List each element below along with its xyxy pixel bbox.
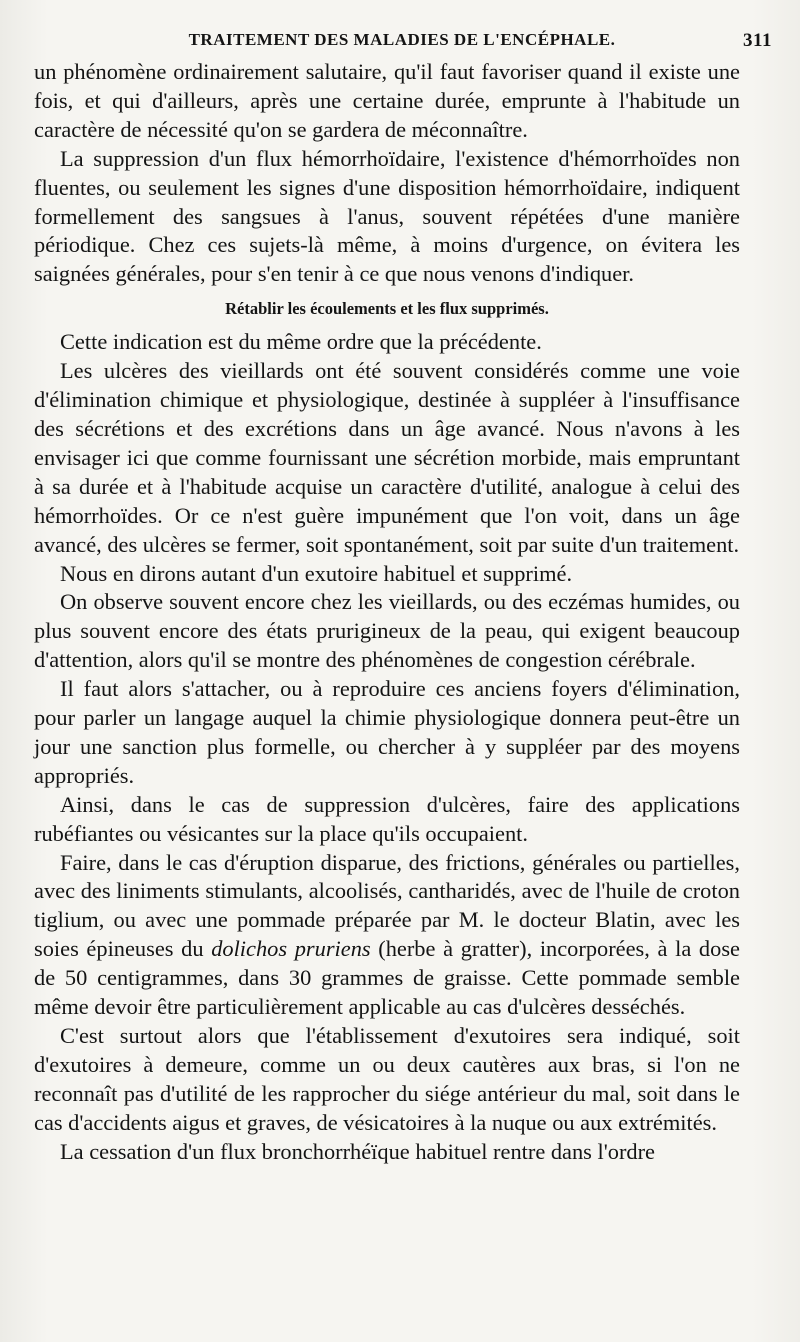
page-number: 311: [743, 30, 772, 51]
frictions-text-b: (herbe à gratter), incorporées, à la dose de 50 centigrammes, dans 30 grammes de graisse. Cette pommade semble même devoir être particulièrement applicable au cas d'ulcères desséchés.: [34, 936, 740, 1020]
paragraph-applications: Ainsi, dans le cas de suppression d'ulcères, faire des applications rubéfiantes ou vésicantes sur la place qu'ils occupaient.: [34, 791, 740, 846]
species-name: dolichos pruriens: [211, 936, 371, 962]
paragraph-exutoire: Nous en dirons autant d'un exutoire habituel et supprimé.: [60, 560, 573, 586]
paragraph-ulcers: Les ulcères des vieillards ont été souvent considérés comme une voie d'élimination chimique et physiologique, destinée à suppléer à l'insuffisance des sécrétions et des excrétions dans un âge avancé. Nous n'avons à les envisager ici que comme fournissant une sécrétion morbide, mais empruntant à sa durée et à l'habitude acquise un caractère d'utilité, analogue à celui des hémorrhoïdes. Or ce n'est guère impunément que l'on voit, dans un âge avancé, des ulcères se fermer, soit spontanément, soit par suite d'un traitement.: [34, 358, 740, 557]
paragraph-elimination: Il faut alors s'attacher, ou à reproduire ces anciens foyers d'élimination, pour parler un langage auquel la chimie physiologique donnera peut-être un jour une sanction plus formelle, ou chercher à y suppléer par des moyens appropriés.: [34, 676, 740, 788]
frictions-text-a: Faire, dans le cas d'éruption disparue, des frictions, générales ou partielles, avec des liniments stimulants, alcoolisés, cantharidés, avec de l'huile de croton tiglium, ou avec une pommade préparée par M. le docteur Blatin, avec les soies épineuses du: [34, 849, 740, 962]
paragraph-exutoires: C'est surtout alors que l'établissement d'exutoires sera indiqué, soit d'exutoires à demeure, comme un ou deux cautères aux bras, si l'on ne reconnaît pas d'utilité de les rapprocher du siége antérieur du mal, soit dans le cas d'accidents aigus et graves, de vésicatoires à la nuque ou aux extrémités.: [34, 1023, 740, 1135]
section-subheading: Rétablir les écoulements et les flux supprimés.: [225, 299, 549, 319]
paragraph-indication: Cette indication est du même ordre que la précédente.: [60, 329, 542, 355]
body-text: [34, 58, 740, 1167]
paragraph-eczema: On observe souvent encore chez les vieillards, ou des eczémas humides, ou plus souvent encore des états prurigineux de la peau, qui exigent beaucoup d'attention, alors qu'il se montre des phénomènes de congestion cérébrale.: [34, 589, 740, 673]
paragraph-hemorrhoids: La suppression d'un flux hémorrhoïdaire, l'existence d'hémorrhoïdes non fluentes, ou seulement les signes d'une disposition hémorrhoïdaire, indiquent formellement des sangsues à l'anus, souvent répétées d'une manière périodique. Chez ces sujets-là même, à moins d'urgence, on évitera les saignées générales, pour s'en tenir à ce que nous venons d'indiquer.: [34, 145, 740, 287]
paragraph-bronchorrhea: La cessation d'un flux bronchorrhéïque habituel rentre dans l'ordre: [60, 1138, 655, 1164]
paragraph-continuation: un phénomène ordinairement salutaire, qu'il faut favoriser quand il existe une fois, et qui d'ailleurs, après une certaine durée, emprunte à l'habitude un caractère de nécessité qu'on se gardera de méconnaître.: [34, 59, 740, 142]
running-header: [34, 30, 772, 58]
paragraph-frictions: [34, 849, 740, 1022]
running-title: TRAITEMENT DES MALADIES DE L'ENCÉPHALE.: [188, 30, 616, 49]
